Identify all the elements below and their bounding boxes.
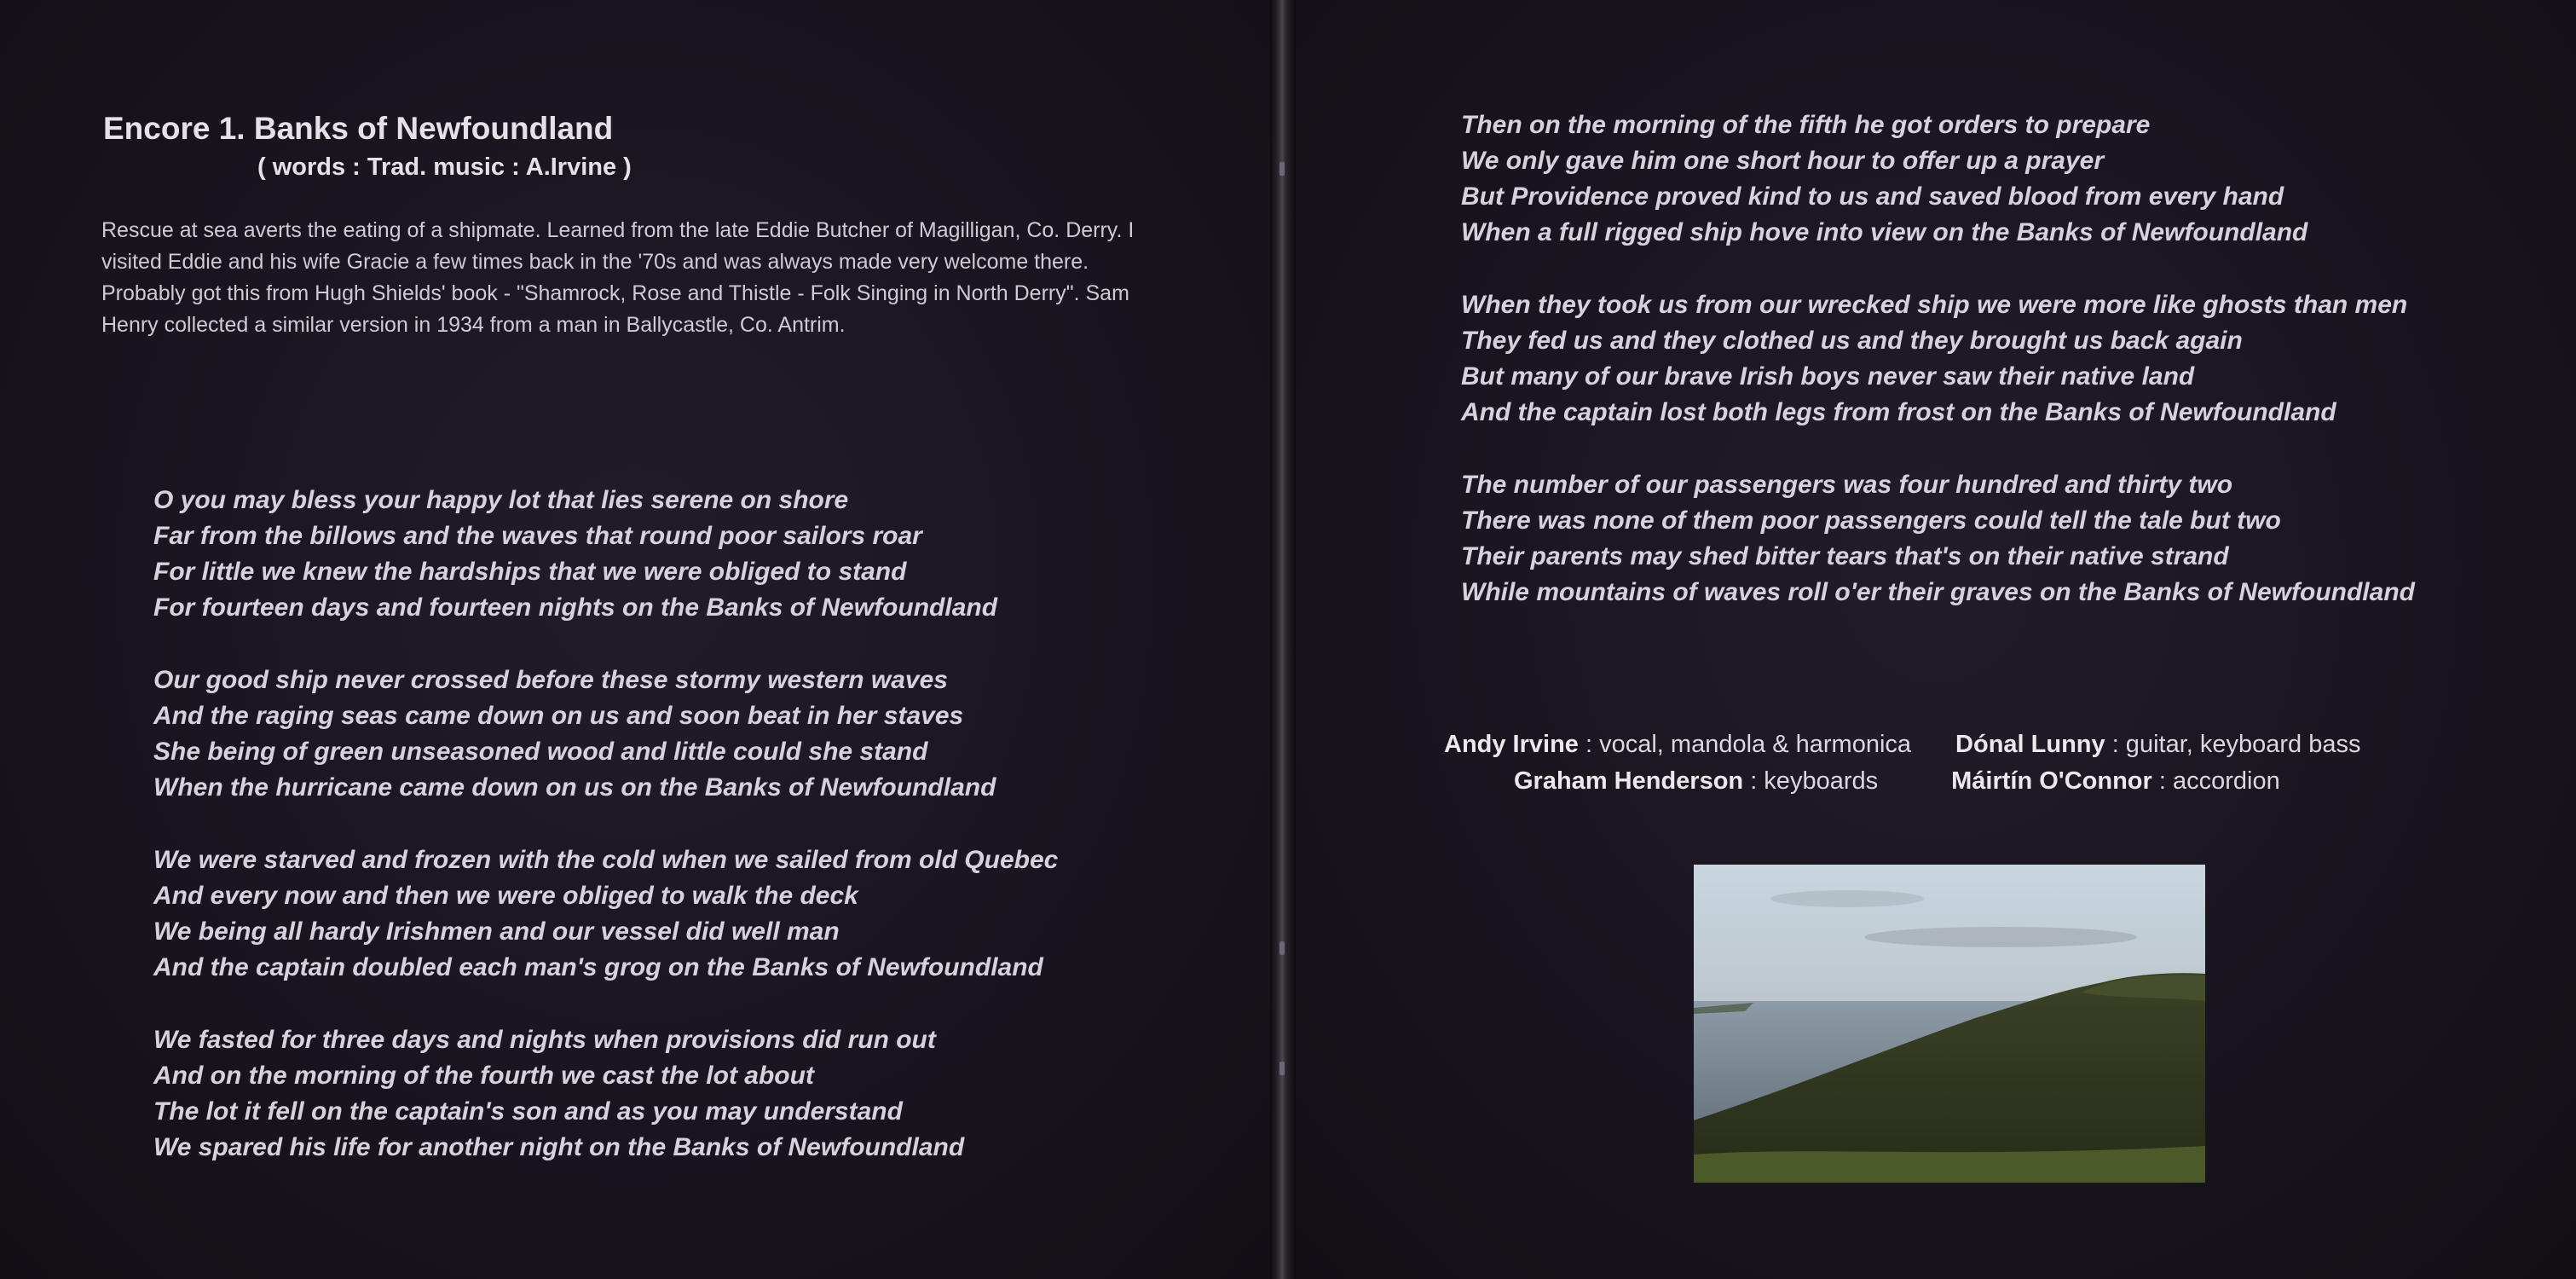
verse-6 <box>1461 287 2415 431</box>
staple <box>1279 162 1285 176</box>
lyrics-left <box>153 483 1058 1202</box>
musician-role: : guitar, keyboard bass <box>2105 731 2361 758</box>
verse-2 <box>153 663 1058 806</box>
verse-7 <box>1461 467 2415 611</box>
lyric-line: Their parents may shed bitter tears that's on their native strand <box>1461 542 2229 570</box>
lyric-line: For fourteen days and fourteen nights on the Banks of Newfoundland <box>153 593 998 622</box>
lyric-line: When the hurricane came down on us on the Banks of Newfoundland <box>153 773 996 802</box>
staple <box>1279 941 1285 955</box>
musician-name: Máirtín O'Connor <box>1951 767 2152 795</box>
lyric-line: But Providence proved kind to us and saved blood from every hand <box>1461 182 2284 211</box>
lyric-line: And the raging seas came down on us and soon beat in her staves <box>153 702 964 730</box>
coastal-headland-photo <box>1694 865 2205 1183</box>
song-credits: ( words : Trad. music : A.Irvine ) <box>257 153 632 181</box>
lyric-line: Far from the billows and the waves that round poor sailors roar <box>153 522 922 550</box>
lyric-line: There was none of them poor passengers could tell the tale but two <box>1461 506 2281 535</box>
musician-credits <box>1415 726 2472 800</box>
lyric-line: O you may bless your happy lot that lies serene on shore <box>153 486 849 514</box>
lyric-line: But many of our brave Irish boys never saw their native land <box>1461 362 2195 391</box>
verse-1 <box>153 483 1058 626</box>
lyrics-right <box>1461 107 2415 647</box>
musician-name: Andy Irvine <box>1444 731 1579 758</box>
verse-3 <box>153 842 1058 986</box>
left-page <box>0 0 1270 1279</box>
verse-5 <box>1461 107 2415 251</box>
lyric-line: We fasted for three days and nights when provisions did run out <box>153 1026 936 1054</box>
musician-row <box>1415 726 2472 763</box>
lyric-line: While mountains of waves roll o'er their graves on the Banks of Newfoundland <box>1461 578 2415 606</box>
musician-credit <box>1955 726 2360 763</box>
lyric-line: We only gave him one short hour to offer up a prayer <box>1461 147 2105 175</box>
lyric-line: Then on the morning of the fifth he got orders to prepare <box>1461 111 2151 139</box>
musician-role: : vocal, mandola & harmonica <box>1578 731 1912 758</box>
lyric-line: The lot it fell on the captain's son and as you may understand <box>153 1097 903 1126</box>
musician-credit <box>1444 726 1911 763</box>
lyric-line: We were starved and frozen with the cold when we sailed from old Quebec <box>153 846 1059 874</box>
lyric-line: We being all hardy Irishmen and our vessel did well man <box>153 917 840 946</box>
musician-role: : keyboards <box>1743 767 1879 795</box>
lyric-line: Our good ship never crossed before these stormy western waves <box>153 666 948 694</box>
musician-row <box>1415 763 2472 800</box>
lyric-line: She being of green unseasoned wood and little could she stand <box>153 738 928 766</box>
lyric-line: When they took us from our wrecked ship we were more like ghosts than men <box>1461 291 2408 319</box>
musician-role: : accordion <box>2151 767 2280 795</box>
lyric-line: We spared his life for another night on the Banks of Newfoundland <box>153 1133 965 1161</box>
lyric-line: The number of our passengers was four hundred and thirty two <box>1461 471 2233 499</box>
lyric-line: And every now and then we were obliged to walk the deck <box>153 882 858 910</box>
lyric-line: For little we knew the hardships that we were obliged to stand <box>153 558 907 586</box>
song-description: Rescue at sea averts the eating of a shipmate. Learned from the late Eddie Butcher of Magilligan, Co. Derry. I visited Eddie and his wife Gracie a few times back in the '70s and was always made very welcome there. Probably got this from Hugh Shields' book - "Shamrock, Rose and Thistle - Folk Singing in North Derry". Sam Henry collected a similar version in 1934 from a man in Ballycastle, Co. Antrim. <box>101 218 1135 337</box>
verse-4 <box>153 1022 1058 1166</box>
musician-name: Graham Henderson <box>1514 767 1744 795</box>
lyric-line: And the captain lost both legs from frost on the Banks of Newfoundland <box>1461 398 2336 426</box>
lyric-line: And the captain doubled each man's grog on the Banks of Newfoundland <box>153 953 1043 981</box>
lyric-line: They fed us and they clothed us and they brought us back again <box>1461 327 2243 355</box>
musician-name: Dónal Lunny <box>1955 731 2105 758</box>
staple <box>1279 1062 1285 1075</box>
lyric-line: When a full rigged ship hove into view on the Banks of Newfoundland <box>1461 218 2308 246</box>
lyric-line: And on the morning of the fourth we cast the lot about <box>153 1062 814 1090</box>
booklet-spine <box>1270 0 1296 1279</box>
musician-credit <box>1951 763 2280 800</box>
musician-credit <box>1514 763 1878 800</box>
song-title: Encore 1. Banks of Newfoundland <box>103 111 614 146</box>
